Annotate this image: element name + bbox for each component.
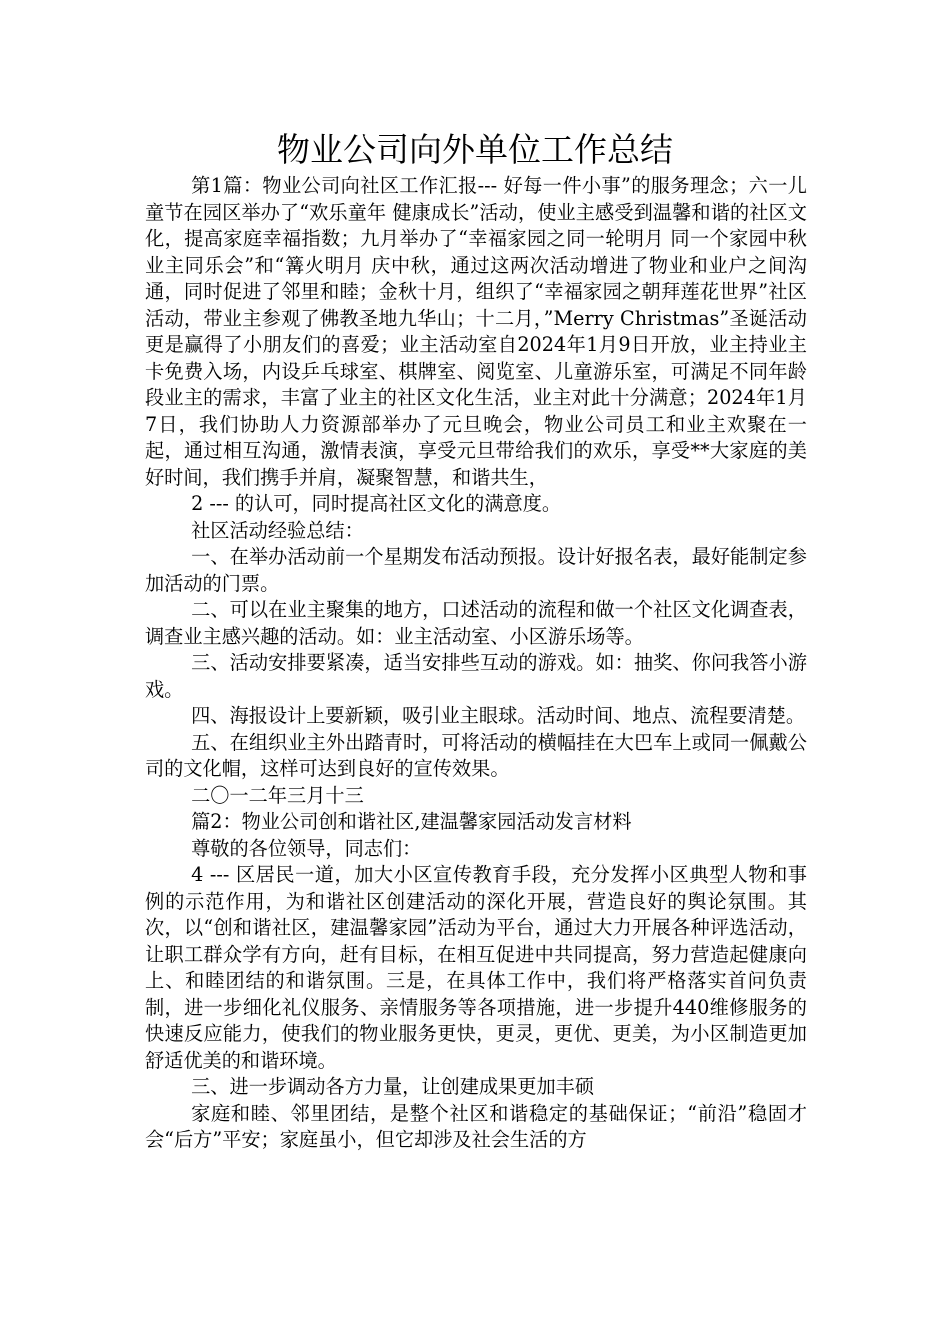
paragraph-8: 五、在组织业主外出踏青时，可将活动的横幅挂在大巴车上或同一佩戴公司的文化帽，这样可达到良好的宣传效果。	[145, 730, 807, 780]
paragraph-13: 三、进一步调动各方力量，让创建成果更加丰硕	[191, 1075, 595, 1098]
paragraph-7: 四、海报设计上要新颖，吸引业主眼球。活动时间、地点、流程要清楚。	[191, 704, 806, 727]
paragraph-5: 二、可以在业主聚集的地方，口述活动的流程和做一个社区文化调查表，调查业主感兴趣的活动。如：业主活动室、小区游乐场等。	[145, 598, 807, 648]
document-title: 物业公司向外单位工作总结	[277, 130, 673, 169]
paragraph-14: 家庭和睦、邻里团结，是整个社区和谐稳定的基础保证；“前沿”稳固才会“后方”平安；家庭虽小，但它却涉及社会生活的方	[145, 1101, 807, 1151]
paragraph-1: 第1篇：物业公司向社区工作汇报--- 好每一件小事”的服务理念；六一儿童节在园区举办了“欢乐童年 健康成长”活动，使业主感受到温馨和谐的社区文化，提高家庭幸福指数；九月举办了“幸福家园之同一轮明月 同一个家园中秋业主同乐会”和“篝火明月 庆中秋，通过这两次活动增进了物业和业户之间沟通，同时促进了邻里和睦；金秋十月，组织了“幸福家园之朝拜莲花世界”社区活动，带业主参观了佛教圣地九华山；十二月，”Merry Christmas”圣诞活动更是赢得了小朋友们的喜爱；业主活动室自2024年1月9日开放，业主持业主卡免费入场，内设乒乓球室、棋牌室、阅览室、儿童游乐室，可满足不同年龄段业主的需求，丰富了业主的社区文化生活，业主对此十分满意；2024年1月7日，我们协助人力资源部举办了元旦晚会，物业公司员工和业主欢聚在一起，通过相互沟通，激情表演，享受元旦带给我们的欢乐，享受**大家庭的美好时间，我们携手并肩，凝聚智慧，和谐共生，	[145, 174, 807, 489]
paragraph-2: 2 --- 的认可，同时提高社区文化的满意度。	[191, 492, 562, 515]
document-body	[145, 173, 807, 1154]
paragraph-12: 4 --- 区居民一道，加大小区宣传教育手段，充分发挥小区典型人物和事例的示范作用，为和谐社区创建活动的深化开展，营造良好的舆论氛围。其次，以“创和谐社区，建温馨家园”活动为平台，通过大力开展各种评选活动，让职工群众学有方向，赶有目标，在相互促进中共同提高，努力营造起健康向上、和睦团结的和谐氛围。三是，在具体工作中，我们将严格落实首问负责制，进一步细化礼仪服务、亲情服务等各项措施，进一步提升440维修服务的快速反应能力，使我们的物业服务更快，更灵，更优、更美，为小区制造更加舒适优美的和谐环境。	[145, 863, 807, 1072]
paragraph-6: 三、活动安排要紧凑，适当安排些互动的游戏。如：抽奖、你问我答小游戏。	[145, 651, 807, 701]
paragraph-4: 一、在举办活动前一个星期发布活动预报。设计好报名表，最好能制定参加活动的门票。	[145, 545, 807, 595]
paragraph-10: 篇2：物业公司创和谐社区,建温馨家园活动发言材料	[191, 810, 632, 833]
paragraph-11: 尊敬的各位领导，同志们：	[191, 836, 422, 860]
paragraph-3: 社区活动经验总结：	[191, 518, 364, 542]
paragraph-9: 二〇一二年三月十三	[191, 783, 364, 807]
